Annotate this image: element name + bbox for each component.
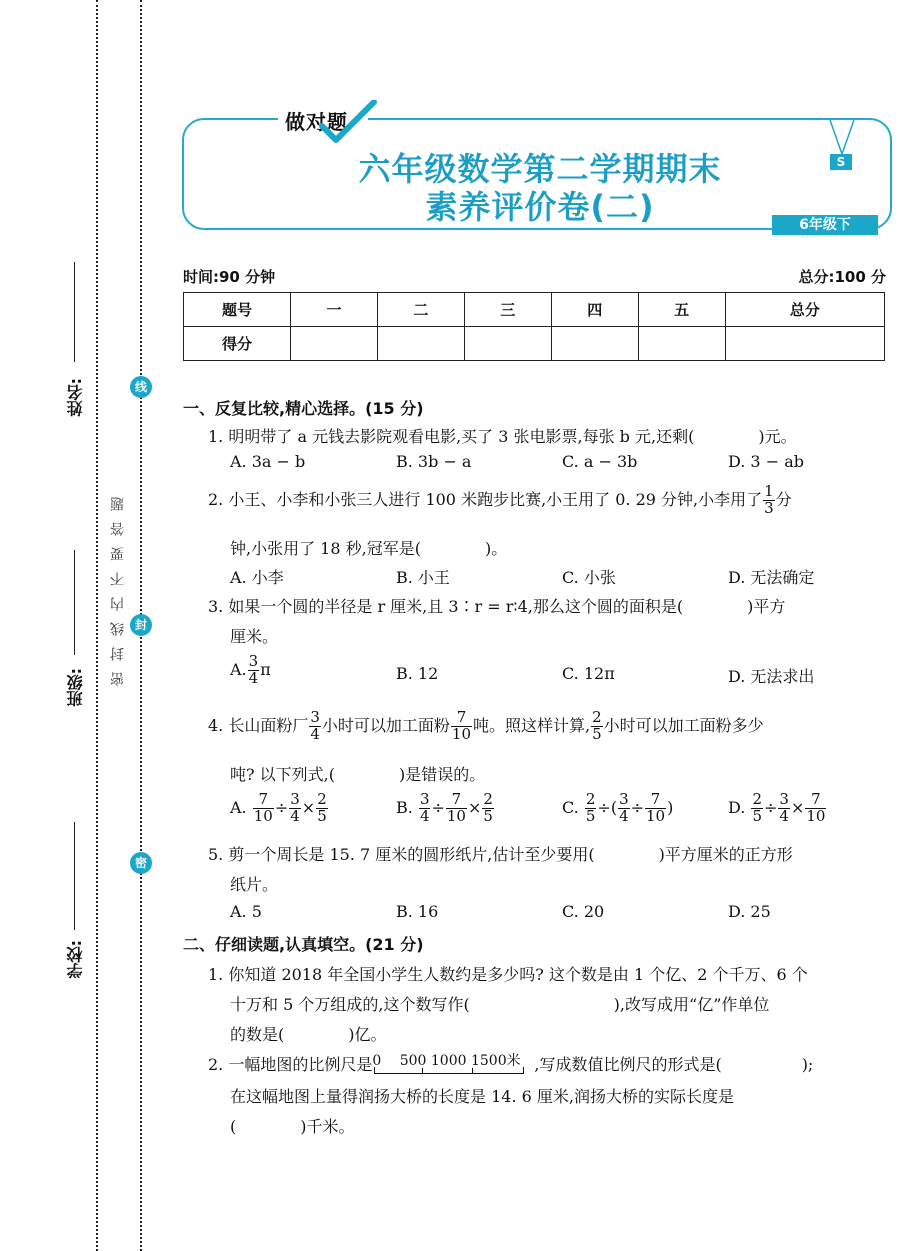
q4-line-2: 吨? 以下列式,( )是错误的。 xyxy=(230,765,486,784)
table-cell: 三 xyxy=(464,293,551,327)
q4-option-c[interactable]: C. $\frac{2}{5}$ ÷( $\frac{3}{4}$ ÷ $\frac{7}{10}$ ) xyxy=(562,790,674,825)
s2-q2-line-3: ( )千米。 xyxy=(230,1117,355,1136)
q3-line-1: 3. 如果一个圆的半径是 r 厘米,且 3∶r = r∶4,那么这个圆的面积是( )平方 xyxy=(208,597,786,616)
brand-tag: 做对题 xyxy=(285,110,348,134)
class-field[interactable] xyxy=(74,550,75,655)
scale-labels: 0 500 1000 1500米 xyxy=(372,1053,521,1069)
badge-hanger-icon xyxy=(826,118,858,158)
section-1-heading: 一、反复比较,精心选择。(15 分) xyxy=(183,399,424,418)
scale-tick xyxy=(472,1068,473,1074)
school-label: 学校: xyxy=(66,940,85,979)
seal-warning-text: 密封线内不要答题 xyxy=(110,486,126,686)
q1-option-d[interactable]: D. 3 − ab xyxy=(728,452,804,471)
score-input-cell[interactable] xyxy=(377,327,464,361)
title-line-1: 六年级数学第二学期期末 xyxy=(358,150,722,188)
q5-option-d[interactable]: D. 25 xyxy=(728,902,771,921)
fraction: $\frac{1}{3}$ xyxy=(764,482,774,517)
q2-option-b[interactable]: B. 小王 xyxy=(396,568,450,587)
fraction: $\frac{3}{4}$ xyxy=(248,652,259,687)
table-cell: 五 xyxy=(638,293,725,327)
q2-line-2: 钟,小张用了 18 秒,冠军是( )。 xyxy=(230,539,508,558)
exam-total-score: 总分:100 分 xyxy=(798,268,886,286)
fraction: $\frac{7}{10}$ xyxy=(451,708,472,743)
s2-q1-line-2: 十万和 5 个万组成的,这个数写作( ),改写成用“亿”作单位 xyxy=(230,995,770,1014)
score-input-cell[interactable] xyxy=(291,327,378,361)
fraction: $\frac{3}{4}$ xyxy=(310,708,320,743)
q1-option-a[interactable]: A. 3a − b xyxy=(230,452,306,471)
name-field[interactable] xyxy=(74,262,75,362)
fraction: $\frac{2}{5}$ xyxy=(592,708,602,743)
s2-q2-line-2: 在这幅地图上量得润扬大桥的长度是 14. 6 厘米,润扬大桥的实际长度是 xyxy=(230,1087,734,1106)
score-input-cell[interactable] xyxy=(551,327,638,361)
exam-time: 时间:90 分钟 xyxy=(183,268,276,286)
q5-option-a[interactable]: A. 5 xyxy=(230,902,262,921)
score-table xyxy=(183,292,885,361)
scale-tick xyxy=(422,1068,423,1074)
table-row xyxy=(184,293,885,327)
q4-line-1: 4. 长山面粉厂 $\frac{3}{4}$ 小时可以加工面粉 $\frac{7}{10}$ 吨。照这样计算, $\frac{2}{5}$ 小时可以加工面粉多少 xyxy=(208,708,764,743)
section-2-heading: 二、仔细读题,认真填空。(21 分) xyxy=(183,935,424,954)
q5-option-b[interactable]: B. 16 xyxy=(396,902,439,921)
q5-line-1: 5. 剪一个周长是 15. 7 厘米的圆形纸片,估计至少要用( )平方厘米的正方形 xyxy=(208,845,793,864)
q2-option-c[interactable]: C. 小张 xyxy=(562,568,616,587)
q2-option-d[interactable]: D. 无法确定 xyxy=(728,568,815,587)
q5-line-2: 纸片。 xyxy=(230,875,279,894)
q3-option-a[interactable]: A. $\frac{3}{4}$ π xyxy=(230,652,271,687)
q2-option-a[interactable]: A. 小李 xyxy=(230,568,284,587)
scale-bar xyxy=(372,1050,534,1076)
q4-option-d[interactable]: D. $\frac{2}{5}$ ÷ $\frac{3}{4}$ × $\frac{7}{10}$ xyxy=(728,790,826,825)
s2-q1-line-1: 1. 你知道 2018 年全国小学生人数约是多少吗? 这个数是由 1 个亿、2 个千万、6 个 xyxy=(208,965,808,984)
q5-option-c[interactable]: C. 20 xyxy=(562,902,605,921)
table-cell: 二 xyxy=(377,293,464,327)
scale-bar-line xyxy=(374,1067,524,1074)
seal-mark-secret: 密 xyxy=(130,852,152,874)
q1-option-b[interactable]: B. 3b − a xyxy=(396,452,472,471)
title-line-2: 素养评价卷(二) xyxy=(425,188,655,226)
score-input-cell[interactable] xyxy=(464,327,551,361)
table-cell: 题号 xyxy=(184,293,291,327)
grade-badge: 6年级下 xyxy=(772,215,878,235)
table-cell: 总分 xyxy=(725,293,884,327)
s-badge: S xyxy=(830,154,852,170)
q1-option-c[interactable]: C. a − 3b xyxy=(562,452,638,471)
school-field[interactable] xyxy=(74,822,75,930)
q3-option-c[interactable]: C. 12π xyxy=(562,664,615,683)
table-row xyxy=(184,327,885,361)
q3-option-d[interactable]: D. 无法求出 xyxy=(728,667,815,686)
q1-text: 1. 明明带了 a 元钱去影院观看电影,买了 3 张电影票,每张 b 元,还剩( )元。 xyxy=(208,427,797,446)
table-cell: 得分 xyxy=(184,327,291,361)
table-cell: 一 xyxy=(291,293,378,327)
table-cell: 四 xyxy=(551,293,638,327)
checkmark-icon xyxy=(318,100,378,146)
q3-option-b[interactable]: B. 12 xyxy=(396,664,439,683)
s2-q2-line-1: 2. 一幅地图的比例尺是 0 500 1000 1500米 ,写成数值比例尺的形式是( ); xyxy=(208,1050,813,1076)
s2-q1-line-3: 的数是( )亿。 xyxy=(230,1025,387,1044)
score-input-cell[interactable] xyxy=(725,327,884,361)
name-label: 姓名: xyxy=(66,378,85,417)
score-input-cell[interactable] xyxy=(638,327,725,361)
q3-line-2: 厘米。 xyxy=(230,627,279,646)
dotted-seal-line-left xyxy=(96,0,98,1251)
q2-text-a: 2. 小王、小李和小张三人进行 100 米跑步比赛,小王用了 0. 29 分钟,小李用了 xyxy=(208,489,763,509)
q4-option-b[interactable]: B. $\frac{3}{4}$ ÷ $\frac{7}{10}$ × $\frac{2}{5}$ xyxy=(396,790,493,825)
class-label: 班级: xyxy=(66,668,85,707)
q2-line-1 xyxy=(208,484,792,517)
seal-mark-seal: 封 xyxy=(130,614,152,636)
q2-text-b: 分 xyxy=(775,489,792,509)
seal-mark-line: 线 xyxy=(130,376,152,398)
q4-option-a[interactable]: A. $\frac{7}{10}$ ÷ $\frac{3}{4}$ × $\frac{2}{5}$ xyxy=(230,790,327,825)
